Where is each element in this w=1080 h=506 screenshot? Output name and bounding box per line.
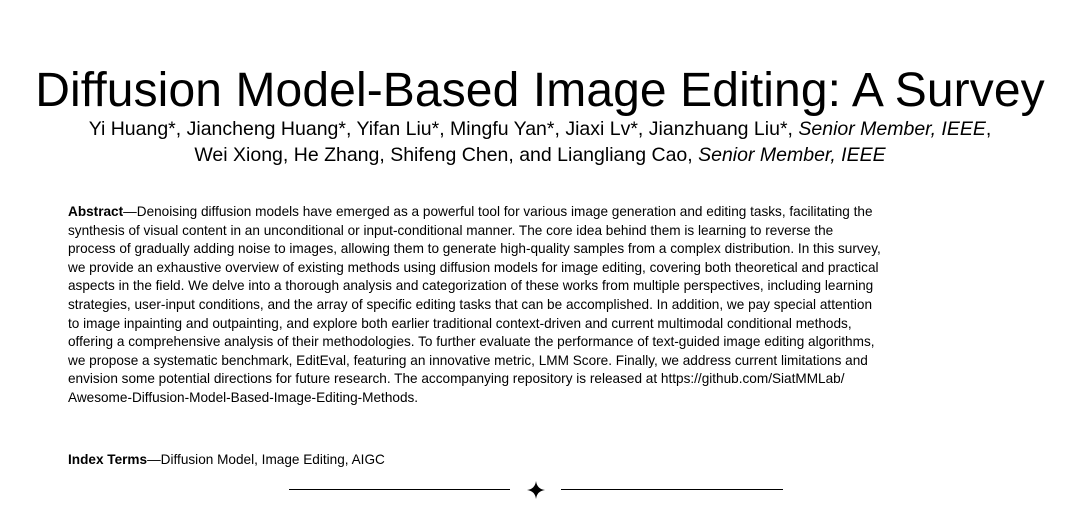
abstract: [68, 203, 1018, 408]
abstract-line: envision some potential directions for future research. The accompanying repository is released at https://github.com/SiatMMLab/: [68, 371, 845, 387]
author-punctuation: ,: [985, 118, 992, 140]
abstract-heading: Abstract: [68, 204, 124, 219]
abstract-line: we propose a systematic benchmark, EditEval, featuring an innovative metric, LMM Score. Finally, we address current limitations and: [68, 352, 868, 368]
author-role: Senior Member, IEEE: [798, 118, 986, 140]
abstract-line: [68, 203, 1018, 222]
abstract-line: process of gradually adding noise to images, allowing them to generate high-quality samples from a complex distribution. In this survey,: [68, 241, 881, 257]
author-role: Senior Member, IEEE: [698, 144, 886, 166]
separator-rule-right: [561, 489, 783, 490]
abstract-line: synthesis of visual content in an unconditional or input-conditional manner. The core idea behind them is learning to reverse the: [68, 222, 834, 238]
author-line: [0, 116, 1080, 142]
author-names: Wei Xiong, He Zhang, Shifeng Chen, and Liangliang Cao,: [194, 144, 699, 166]
abstract-text: —Denoising diffusion models have emerged as a powerful tool for various image generation and editing tasks, facilitating the: [123, 204, 873, 219]
index-terms-text: —Diffusion Model, Image Editing, AIGC: [147, 452, 385, 467]
four-point-star-icon: [527, 481, 545, 499]
author-line: [0, 142, 1080, 168]
author-list: [0, 116, 1080, 168]
index-terms: [68, 451, 385, 469]
author-names: Yi Huang*, Jiancheng Huang*, Yifan Liu*, Mingfu Yan*, Jiaxi Lv*, Jianzhuang Liu*,: [88, 118, 799, 140]
abstract-line: we provide an exhaustive overview of existing methods using diffusion models for image editing, covering both theoretical and practical: [68, 259, 879, 275]
abstract-line: offering a comprehensive analysis of their methodologies. To further evaluate the performance of text-guided image editing algorithms,: [68, 334, 875, 350]
index-terms-heading: Index Terms: [68, 452, 148, 467]
abstract-line: Awesome-Diffusion-Model-Based-Image-Editing-Methods.: [68, 389, 419, 405]
abstract-line: strategies, user-input conditions, and the array of specific editing tasks that can be accomplished. In addition, we pay special attention: [68, 296, 873, 312]
abstract-line: to image inpainting and outpainting, and explore both earlier traditional context-driven and current multimodal conditional methods,: [68, 315, 852, 331]
abstract-line: aspects in the field. We delve into a thorough analysis and categorization of these works from multiple perspectives, including learning: [68, 278, 874, 294]
separator-rule-left: [289, 489, 510, 490]
section-separator: [289, 480, 783, 500]
paper-title: Diffusion Model-Based Image Editing: A Survey: [35, 64, 1045, 118]
